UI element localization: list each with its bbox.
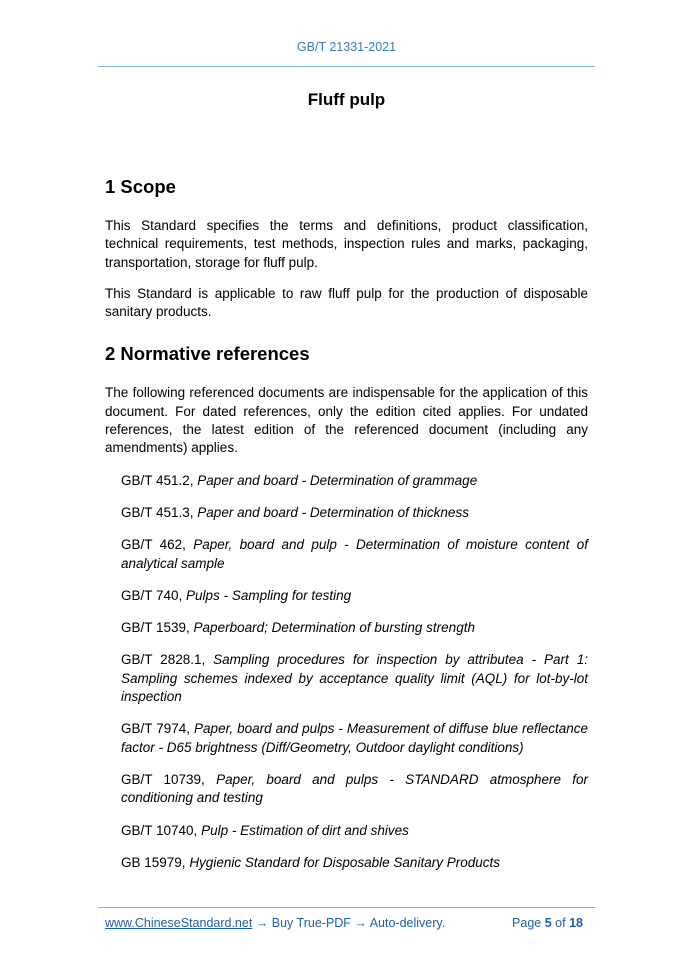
website-link[interactable]: www.ChineseStandard.net <box>105 916 253 930</box>
reference-code: GB/T 2828.1, <box>121 652 214 668</box>
reference-item <box>121 651 588 706</box>
reference-title: Pulp - Estimation of dirt and shives <box>201 822 409 838</box>
page-label: Page <box>512 916 542 930</box>
reference-code: GB/T 1539, <box>121 620 194 636</box>
normative-intro-paragraph: The following referenced documents are indispensable for the application of this document. For dated references, only the edition cited applies. For undated references, the latest edition of the referenced document (including any amendments) applies. <box>105 385 588 456</box>
reference-code: GB/T 740, <box>121 587 187 603</box>
reference-code: GB 15979, <box>121 854 190 870</box>
page-indicator <box>512 916 583 930</box>
reference-item <box>121 854 588 872</box>
reference-item <box>121 619 588 637</box>
reference-code: GB/T 451.3, <box>121 504 198 520</box>
page-footer <box>105 916 588 930</box>
page-total: 18 <box>569 916 583 930</box>
reference-item <box>121 720 588 757</box>
footer-divider <box>98 907 595 908</box>
scope-paragraph-2: This Standard is applicable to raw fluff pulp for the production of disposable sanitary products. <box>105 285 588 320</box>
reference-title: Paperboard; Determination of bursting strength <box>193 620 475 636</box>
reference-item <box>121 587 588 605</box>
reference-code: GB/T 10740, <box>121 822 202 838</box>
header-divider <box>98 66 595 67</box>
document-body <box>105 176 588 872</box>
page-number: 5 <box>544 916 552 930</box>
reference-title: Paper and board - Determination of grammage <box>197 472 478 488</box>
reference-item <box>121 822 588 840</box>
reference-title: Hygienic Standard for Disposable Sanitary Products <box>189 854 500 870</box>
reference-code: GB/T 10739, <box>121 771 217 787</box>
reference-code: GB/T 462, <box>121 537 194 553</box>
reference-item <box>121 504 588 522</box>
section-heading-scope: 1 Scope <box>105 176 176 197</box>
page-of-label: of <box>555 916 566 930</box>
scope-paragraph-1: This Standard specifies the terms and definitions, product classification, technical requirements, test methods, inspection rules and marks, packaging, transportation, storage for fluff pulp. <box>105 218 588 270</box>
reference-code: GB/T 7974, <box>121 721 195 737</box>
reference-title: Paper, board and pulp - Determination of moisture content of analytical sample <box>121 537 588 571</box>
reference-code: GB/T 451.2, <box>121 472 198 488</box>
reference-title: Paper, board and pulps - STANDARD atmosphere for conditioning and testing <box>121 771 588 806</box>
reference-title: Pulps - Sampling for testing <box>186 587 352 603</box>
reference-item <box>121 771 588 808</box>
reference-list <box>121 472 588 872</box>
document-code-header: GB/T 21331-2021 <box>296 40 397 54</box>
reference-item <box>121 472 588 490</box>
footer-promo-text: → Buy True-PDF → Auto-delivery. <box>252 916 446 930</box>
reference-title: Sampling procedures for inspection by attributea - Part 1: Sampling schemes indexed by acceptance quality limit (AQL) for lot-by-lot inspection <box>121 652 588 705</box>
document-title: Fluff pulp <box>307 90 386 109</box>
reference-title: Paper, board and pulps - Measurement of diffuse blue reflectance factor - D65 brightness (Diff/Geometry, Outdoor daylight conditions) <box>121 721 588 755</box>
reference-item <box>121 536 588 573</box>
section-heading-normative-references: 2 Normative references <box>105 343 310 365</box>
reference-title: Paper and board - Determination of thickness <box>197 504 469 520</box>
